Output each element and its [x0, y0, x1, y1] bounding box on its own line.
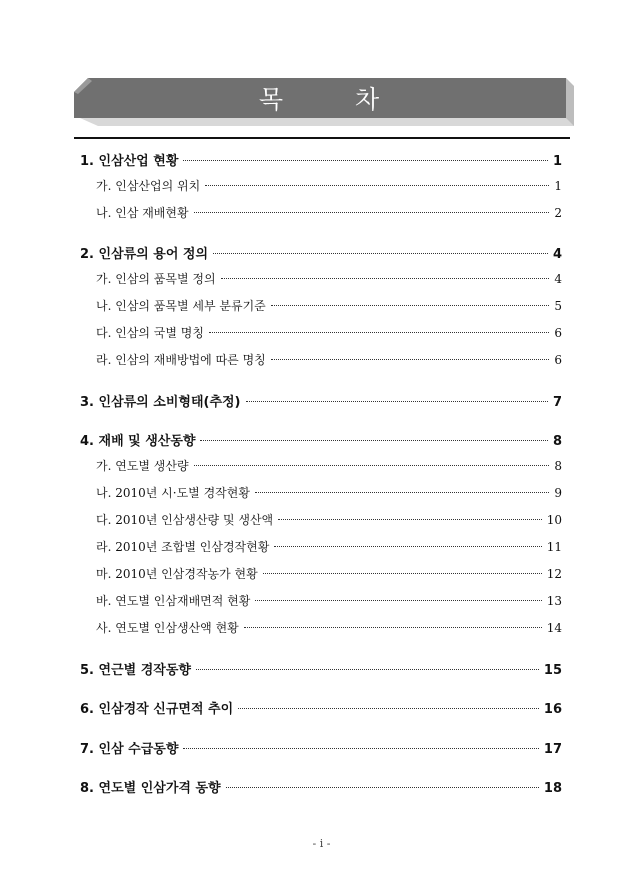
- toc-item-label: 라. 2010년 조합별 인삼경작현황: [96, 540, 270, 554]
- dot-leader: [209, 332, 549, 333]
- dot-leader: [255, 492, 549, 493]
- toc-item-page: 5: [554, 299, 562, 313]
- dot-leader: [255, 600, 541, 601]
- toc-section-page: 1: [552, 154, 562, 169]
- toc-item-page: 6: [554, 326, 562, 340]
- toc-item-label: 가. 인삼산업의 위치: [96, 179, 201, 193]
- title-divider: [74, 137, 570, 139]
- dot-leader: [271, 359, 550, 360]
- toc-section-page: 15: [543, 663, 562, 678]
- toc-item-label: 나. 인삼 재배현황: [96, 206, 189, 220]
- dot-leader: [278, 519, 542, 520]
- dot-leader: [196, 669, 539, 670]
- toc-section-page: 8: [552, 434, 562, 449]
- toc-section[interactable]: [80, 777, 562, 796]
- toc-section[interactable]: [80, 430, 562, 449]
- toc-item-page: 12: [546, 567, 562, 581]
- toc-item-page: 2: [554, 206, 562, 220]
- toc-section[interactable]: [80, 391, 562, 410]
- dot-leader: [238, 708, 539, 709]
- toc-item[interactable]: [96, 324, 562, 341]
- toc-section[interactable]: [80, 150, 562, 169]
- toc-item[interactable]: [96, 511, 562, 528]
- toc-item[interactable]: [96, 351, 562, 368]
- toc-section-label: 1. 인삼산업 현황: [80, 154, 179, 169]
- dot-leader: [271, 305, 550, 306]
- dot-leader: [200, 440, 547, 441]
- toc-item-page: 9: [554, 486, 562, 500]
- toc-item-label: 가. 연도별 생산량: [96, 459, 189, 473]
- toc-item[interactable]: [96, 592, 562, 609]
- toc-item[interactable]: [96, 177, 562, 194]
- toc-item-label: 나. 2010년 시·도별 경작현황: [96, 486, 250, 500]
- dot-leader: [205, 185, 549, 186]
- toc-section-page: 7: [552, 395, 562, 410]
- toc-section[interactable]: [80, 659, 562, 678]
- page-title-left: 목: [258, 85, 285, 114]
- toc-item-label: 라. 인삼의 재배방법에 따른 명칭: [96, 353, 266, 367]
- toc-section[interactable]: [80, 738, 562, 757]
- dot-leader: [221, 278, 550, 279]
- dot-leader: [194, 212, 550, 213]
- toc-section-page: 16: [543, 702, 562, 717]
- toc-item-page: 10: [546, 513, 562, 527]
- dot-leader: [194, 465, 550, 466]
- toc-section-page: 4: [552, 247, 562, 262]
- toc-item[interactable]: [96, 484, 562, 501]
- toc-item-label: 나. 인삼의 품목별 세부 분류기준: [96, 299, 266, 313]
- toc-item-page: 13: [546, 594, 562, 608]
- toc-item-page: 1: [554, 179, 562, 193]
- toc-section-page: 17: [543, 742, 562, 757]
- toc-item[interactable]: [96, 619, 562, 636]
- toc-section-label: 6. 인삼경작 신규면적 추이: [80, 702, 234, 717]
- toc-item-page: 11: [546, 540, 562, 554]
- toc-section-page: 18: [543, 781, 562, 796]
- toc-section-label: 2. 인삼류의 용어 정의: [80, 247, 209, 262]
- toc-item-page: 4: [554, 272, 562, 286]
- toc-item[interactable]: [96, 297, 562, 314]
- page-number: - i -: [312, 837, 331, 850]
- toc-item[interactable]: [96, 565, 562, 582]
- toc-item-label: 마. 2010년 인삼경작농가 현황: [96, 567, 258, 581]
- toc-section[interactable]: [80, 243, 562, 262]
- toc-item-page: 14: [546, 621, 562, 635]
- toc-section[interactable]: [80, 698, 562, 717]
- toc-section-label: 4. 재배 및 생산동향: [80, 434, 196, 449]
- dot-leader: [263, 573, 542, 574]
- toc-item-label: 다. 2010년 인삼생산량 및 생산액: [96, 513, 274, 527]
- toc-item[interactable]: [96, 270, 562, 287]
- dot-leader: [213, 253, 548, 254]
- toc-section-label: 5. 연근별 경작동향: [80, 663, 191, 678]
- dot-leader: [183, 160, 548, 161]
- toc-item-page: 8: [554, 459, 562, 473]
- dot-leader: [244, 627, 542, 628]
- toc-item-page: 6: [554, 353, 562, 367]
- toc-item-label: 가. 인삼의 품목별 정의: [96, 272, 216, 286]
- dot-leader: [226, 787, 539, 788]
- toc-item[interactable]: [96, 457, 562, 474]
- dot-leader: [274, 546, 541, 547]
- toc-section-label: 8. 연도별 인삼가격 동향: [80, 781, 221, 796]
- toc-item-label: 다. 인삼의 국별 명칭: [96, 326, 204, 340]
- dot-leader: [183, 748, 539, 749]
- toc-item[interactable]: [96, 204, 562, 221]
- page-title-right: 차: [355, 85, 382, 114]
- toc-item-label: 바. 연도별 인삼재배면적 현황: [96, 594, 251, 608]
- toc-item-label: 사. 연도별 인삼생산액 현황: [96, 621, 239, 635]
- dot-leader: [246, 401, 548, 402]
- toc-section-label: 7. 인삼 수급동향: [80, 742, 179, 757]
- toc-item[interactable]: [96, 538, 562, 555]
- toc-title-banner: [74, 78, 566, 118]
- toc-section-label: 3. 인삼류의 소비형태(추정): [80, 395, 241, 410]
